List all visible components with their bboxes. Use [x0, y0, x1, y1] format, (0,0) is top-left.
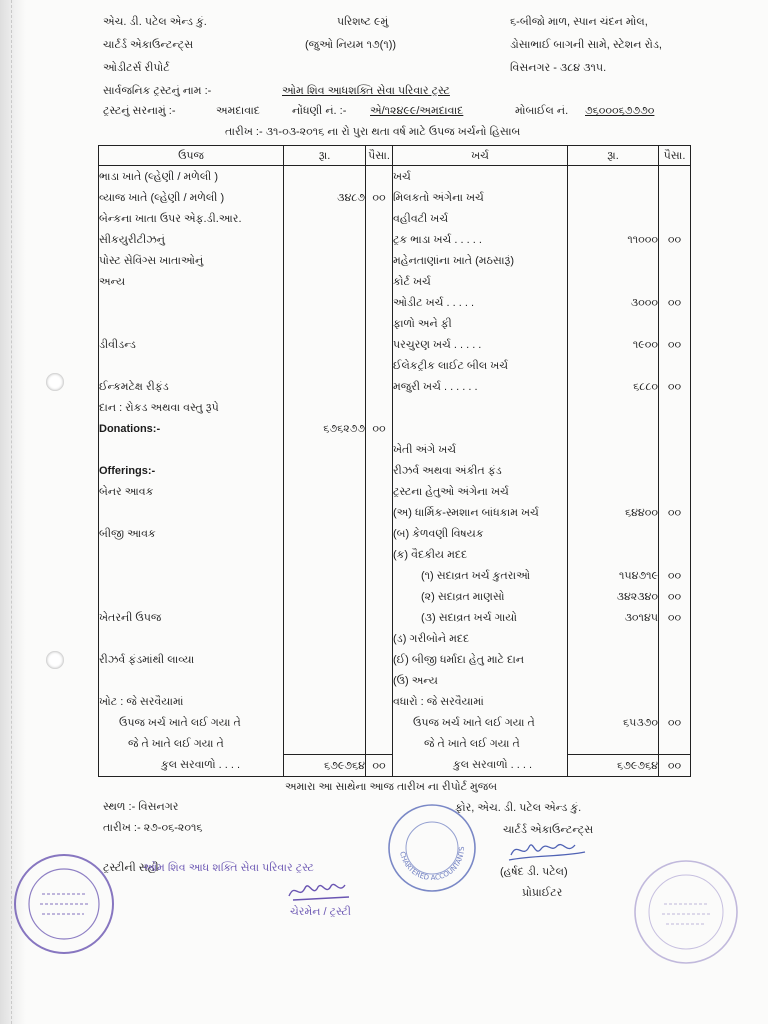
income-cell	[99, 355, 284, 376]
table-header-row	[99, 146, 691, 166]
income-paise	[366, 733, 393, 755]
expense-cell: પરચુરણ ખર્ચ . . . . .	[393, 334, 568, 355]
ca-seal-text: CHARTERED ACCOUNTANTS	[398, 846, 467, 883]
ca-seal-lettering	[398, 846, 466, 882]
trust-seal-inner-ring	[29, 869, 99, 939]
income-rupees	[284, 523, 366, 544]
expense-rupees	[568, 649, 659, 670]
trust-address-label: ટ્રસ્ટનું સરનામું :-	[103, 105, 176, 117]
partner-role: પ્રોપ્રાઈટર	[522, 887, 563, 899]
income-cell: Donations:-	[99, 418, 284, 439]
trust-name-label: સાર્વજનિક ટ્રસ્ટનું નામ :-	[103, 85, 212, 97]
income-total-paise: ૦૦	[366, 755, 393, 777]
income-rupees	[284, 355, 366, 376]
expense-paise	[659, 670, 691, 691]
trustee-signature-stroke	[289, 884, 349, 900]
expense-rupees	[568, 418, 659, 439]
expense-cell: (૩) સદાવ્રત ખર્ચ ગાયો	[393, 607, 568, 628]
schedule-rule: (જુઓ નિયમ ૧૭(૧))	[305, 39, 397, 51]
firm-address-line: વિસનગર - ૩૮૪ ૩૧૫.	[510, 62, 607, 74]
expense-paise: ૦૦	[659, 229, 691, 250]
income-rupees	[284, 229, 366, 250]
income-cell	[99, 313, 284, 334]
expense-paise	[659, 649, 691, 670]
expense-cell: કોર્ટ ખર્ચ	[393, 271, 568, 292]
income-rupees	[284, 397, 366, 418]
income-rupees-header: રૂા.	[284, 146, 366, 166]
table-row	[99, 376, 691, 397]
trustee-signature	[285, 878, 355, 904]
report-note: અમારા આ સાથેના આજ તારીખ ના રીપોર્ટ મુજબ	[285, 781, 498, 793]
income-rupees	[284, 439, 366, 460]
table-row	[99, 670, 691, 691]
expense-cell: (બ) કેળવણી વિષયક	[393, 523, 568, 544]
expense-cell: (ડ) ગરીબોને મદદ	[393, 628, 568, 649]
expense-cell: વધારો : જે સરવૈયામાં	[393, 691, 568, 712]
table-row	[99, 565, 691, 586]
trust-seal-outer-ring	[15, 855, 113, 953]
income-cell: પોસ્ટ સેવિંગ્સ ખાતાઓનું	[99, 250, 284, 271]
income-paise	[366, 628, 393, 649]
expense-rupees	[568, 208, 659, 229]
expense-paise	[659, 481, 691, 502]
income-cell: ડીવીડન્ડ	[99, 334, 284, 355]
income-rupees	[284, 376, 366, 397]
expense-rupees	[568, 250, 659, 271]
table-row	[99, 397, 691, 418]
expense-cell: ઓડીટ ખર્ચ . . . . .	[393, 292, 568, 313]
income-paise	[366, 271, 393, 292]
expense-cell: મહેનતાણાંના ખાતે (મઠસારૂં)	[393, 250, 568, 271]
income-cell	[99, 544, 284, 565]
income-cell	[99, 565, 284, 586]
table-row	[99, 187, 691, 208]
partner-signature-stroke	[509, 845, 585, 860]
trust-seal-text-strokes	[40, 894, 88, 914]
right-seal-text-strokes	[662, 904, 710, 924]
expense-paise	[659, 523, 691, 544]
expense-cell: ટ્રસ્ટના હેતુઓ અંગેના ખર્ચ	[393, 481, 568, 502]
ca-seal	[386, 802, 478, 894]
income-cell: ભાડા ખાતે (લ્હેણી / મળેલી )	[99, 166, 284, 188]
mobile-number: ૭૬૦૦૦૬૭૭૭૦	[585, 105, 655, 117]
income-paise	[366, 712, 393, 733]
income-paise	[366, 523, 393, 544]
income-cell	[99, 292, 284, 313]
expense-paise	[659, 628, 691, 649]
expense-total-label: કુલ સરવાળો . . . .	[393, 755, 568, 777]
firm-designation-footer: ચાર્ટર્ડ એકાઉન્ટન્ટ્સ	[503, 824, 594, 836]
income-cell	[99, 439, 284, 460]
table-row	[99, 712, 691, 733]
expense-paise-header: પૈસા.	[659, 146, 691, 166]
income-paise	[366, 670, 393, 691]
income-cell: ઉપજ ખર્ચ ખાતે લઈ ગયા તે	[99, 712, 284, 733]
income-cell: રીઝર્વ ફંડમાંથી લાવ્યા	[99, 649, 284, 670]
income-rupees	[284, 460, 366, 481]
income-cell: ખેતરની ઉપજ	[99, 607, 284, 628]
income-total-label: કુલ સરવાળો . . . .	[99, 755, 284, 777]
expense-paise	[659, 397, 691, 418]
table-row	[99, 229, 691, 250]
report-date: તારીખ :- ૨૭-૦૬-૨૦૧૬	[103, 822, 203, 834]
expense-cell: વહીવટી ખર્ચ	[393, 208, 568, 229]
table-row	[99, 208, 691, 229]
expense-rupees	[568, 460, 659, 481]
expense-rupees: ૬૫૩૭૦	[568, 712, 659, 733]
expense-cell: ખેતી અંગે ખર્ચ	[393, 439, 568, 460]
expense-cell: જે તે ખાતે લઈ ગયા તે	[393, 733, 568, 755]
trustee-signature-label: ટ્રસ્ટીની સહી	[103, 862, 159, 874]
punch-hole	[46, 373, 64, 391]
expense-rupees	[568, 439, 659, 460]
expense-rupees	[568, 691, 659, 712]
table-row	[99, 544, 691, 565]
mobile-label: મોબાઈલ નં.	[515, 105, 569, 117]
income-rupees	[284, 208, 366, 229]
expense-paise	[659, 355, 691, 376]
expense-paise: ૦૦	[659, 607, 691, 628]
expense-paise	[659, 271, 691, 292]
auditors-report-label: ઓડીટર્સ રીપોર્ટ	[103, 62, 170, 74]
expense-paise	[659, 439, 691, 460]
income-paise	[366, 166, 393, 188]
expense-cell: રીઝર્વ અથવા અંકીત ફંડ	[393, 460, 568, 481]
income-cell: અન્ય	[99, 271, 284, 292]
expense-rupees	[568, 166, 659, 188]
income-paise	[366, 607, 393, 628]
income-cell: બીજી આવક	[99, 523, 284, 544]
punch-hole	[46, 651, 64, 669]
income-rupees	[284, 502, 366, 523]
income-paise	[366, 208, 393, 229]
trust-seal	[12, 852, 116, 956]
income-cell: ખોટ : જે સરવૈયામાં	[99, 691, 284, 712]
expense-rupees: ૩૪૨૩૪૦	[568, 586, 659, 607]
expense-rupees	[568, 397, 659, 418]
firm-address-line: ડોસાભાઈ બાગની સામે, સ્ટેશન રોડ,	[510, 39, 662, 51]
expense-rupees	[568, 187, 659, 208]
income-paise	[366, 544, 393, 565]
expense-cell: ફાળો અને ફી	[393, 313, 568, 334]
income-rupees	[284, 271, 366, 292]
table-row	[99, 460, 691, 481]
trust-name: ઓમ શિવ આધશક્તિ સેવા પરિવાર ટ્રસ્ટ	[282, 85, 450, 97]
registration-label: નોંધણી નં. :-	[292, 105, 347, 117]
income-rupees	[284, 670, 366, 691]
statement-title: તારીખ :- ૩૧-૦૩-૨૦૧૬ ના રો પુરા થતા વર્ષ માટે ઉપજ ખર્ચનો હિસાબ	[225, 126, 521, 138]
expense-paise	[659, 208, 691, 229]
table-row	[99, 733, 691, 755]
table-row	[99, 502, 691, 523]
expense-cell: ખર્ચ	[393, 166, 568, 188]
income-rupees: ૬૭૬૨૭૭	[284, 418, 366, 439]
income-rupees	[284, 586, 366, 607]
expense-cell: મિલકતો અંગેના ખર્ચ	[393, 187, 568, 208]
expense-paise	[659, 544, 691, 565]
expense-paise	[659, 691, 691, 712]
registration-number: એ/૧૨૪૯૯/અમદાવાદ	[370, 105, 464, 117]
expense-rupees	[568, 733, 659, 755]
income-paise: ૦૦	[366, 418, 393, 439]
ca-seal-inner-ring	[406, 822, 458, 874]
income-paise	[366, 292, 393, 313]
income-paise	[366, 691, 393, 712]
income-cell	[99, 670, 284, 691]
income-expenditure-table	[98, 145, 691, 777]
income-cell: સીકયુરીટીઝનું	[99, 229, 284, 250]
expense-cell: (ક) વૈદકીય મદદ	[393, 544, 568, 565]
expense-cell: ટ્રક ભાડા ખર્ચ . . . . .	[393, 229, 568, 250]
expense-rupees: ૧૧૦૦૦	[568, 229, 659, 250]
income-cell: ઈન્કમટેક્ષ રીફંડ	[99, 376, 284, 397]
expense-rupees	[568, 313, 659, 334]
income-rupees	[284, 292, 366, 313]
income-rupees	[284, 250, 366, 271]
for-firm: ફોર, એચ. ડી. પટેલ એન્ડ કું.	[455, 802, 582, 814]
expense-cell: ઉપજ ખર્ચ ખાતે લઈ ગયા તે	[393, 712, 568, 733]
income-cell	[99, 586, 284, 607]
table-row	[99, 355, 691, 376]
expense-cell: (અ) ધાર્મિક-સ્મશાન બાંધકામ ખર્ચ	[393, 502, 568, 523]
income-total-rupees: ૬૭૯૭૬૪	[284, 755, 366, 777]
income-paise	[366, 250, 393, 271]
expense-header: ખર્ચ	[393, 146, 568, 166]
income-rupees	[284, 628, 366, 649]
income-cell	[99, 628, 284, 649]
income-paise	[366, 439, 393, 460]
expense-rupees	[568, 271, 659, 292]
expense-cell	[393, 397, 568, 418]
expense-cell: (૨) સદાવ્રત માણસો	[393, 586, 568, 607]
income-header: ઉપજ	[99, 146, 284, 166]
table-row	[99, 250, 691, 271]
income-cell: બેન્કના ખાતા ઉપર એફ.ડી.આર.	[99, 208, 284, 229]
income-rupees	[284, 712, 366, 733]
expense-rupees	[568, 523, 659, 544]
trust-address: અમદાવાદ	[216, 105, 260, 117]
expense-cell: મજુરી ખર્ચ . . . . . .	[393, 376, 568, 397]
right-seal-outer-ring	[635, 861, 737, 963]
table-row	[99, 439, 691, 460]
income-rupees	[284, 565, 366, 586]
expense-paise	[659, 418, 691, 439]
income-rupees	[284, 733, 366, 755]
income-paise	[366, 502, 393, 523]
income-cell: બેનર આવક	[99, 481, 284, 502]
table-total-row	[99, 755, 691, 777]
expense-paise: ૦૦	[659, 502, 691, 523]
income-paise	[366, 397, 393, 418]
income-paise: ૦૦	[366, 187, 393, 208]
table-row	[99, 418, 691, 439]
firm-designation: ચાર્ટર્ડ એકાઉન્ટન્ટ્સ	[103, 39, 194, 51]
income-paise	[366, 355, 393, 376]
expense-cell: ઈલેકટ્રીક લાઈટ બીલ ખર્ચ	[393, 355, 568, 376]
expense-rupees	[568, 670, 659, 691]
table-row	[99, 292, 691, 313]
expense-rupees	[568, 481, 659, 502]
table-row	[99, 628, 691, 649]
expense-rupees: ૩૦૧૪૫	[568, 607, 659, 628]
income-cell: Offerings:-	[99, 460, 284, 481]
table-row	[99, 481, 691, 502]
table-row	[99, 607, 691, 628]
expense-cell	[393, 418, 568, 439]
expense-paise: ૦૦	[659, 334, 691, 355]
schedule-title: પરિશષ્ટ ૯મું	[337, 16, 389, 28]
partner-name: (હર્ષદ ડી. પટેલ)	[500, 866, 568, 878]
expense-paise: ૦૦	[659, 712, 691, 733]
income-cell: જે તે ખાતે લઈ ગયા તે	[99, 733, 284, 755]
expense-paise: ૦૦	[659, 376, 691, 397]
income-rupees	[284, 166, 366, 188]
expense-paise: ૦૦	[659, 292, 691, 313]
expense-rupees-header: રૂા.	[568, 146, 659, 166]
table-row	[99, 586, 691, 607]
income-rupees	[284, 649, 366, 670]
income-rupees: ૩૪૮૭	[284, 187, 366, 208]
right-seal-inner-ring	[649, 875, 723, 949]
income-paise	[366, 586, 393, 607]
trust-seal-right	[632, 858, 740, 966]
expense-paise: ૦૦	[659, 586, 691, 607]
income-paise	[366, 229, 393, 250]
income-cell: દાન : રોકડ અથવા વસ્તુ રૂપે	[99, 397, 284, 418]
expense-rupees: ૩૦૦૦	[568, 292, 659, 313]
expense-paise	[659, 250, 691, 271]
expense-paise: ૦૦	[659, 565, 691, 586]
expense-cell: (ઈ) બીજી ધર્માદા હેતુ માટે દાન	[393, 649, 568, 670]
income-paise	[366, 313, 393, 334]
income-rupees	[284, 334, 366, 355]
expense-rupees: ૧૫૪૭૧૯	[568, 565, 659, 586]
table-row	[99, 166, 691, 188]
income-rupees	[284, 544, 366, 565]
firm-address-line: ૬-બીજો માળ, સ્પાન ચંદન મોલ,	[510, 16, 648, 28]
income-paise	[366, 460, 393, 481]
place: સ્થળ :- વિસનગર	[103, 801, 179, 813]
income-cell	[99, 502, 284, 523]
expense-paise	[659, 313, 691, 334]
firm-name: એચ. ડી. પટેલ એન્ડ કું.	[103, 16, 207, 28]
expense-rupees	[568, 355, 659, 376]
income-rupees	[284, 607, 366, 628]
expense-total-rupees: ૬૭૯૭૬૪	[568, 755, 659, 777]
income-paise	[366, 481, 393, 502]
income-paise	[366, 565, 393, 586]
partner-signature	[505, 835, 590, 865]
table-row	[99, 649, 691, 670]
expense-total-paise: ૦૦	[659, 755, 691, 777]
expense-paise	[659, 733, 691, 755]
trust-stamp-role: ચેરમેન / ટ્રસ્ટી	[290, 906, 352, 918]
table-row	[99, 313, 691, 334]
expense-rupees	[568, 544, 659, 565]
table-row	[99, 523, 691, 544]
expense-rupees	[568, 628, 659, 649]
income-paise	[366, 334, 393, 355]
table-row	[99, 334, 691, 355]
expense-cell: (૧) સદાવ્રત ખર્ચ કુતરાઓ	[393, 565, 568, 586]
expense-rupees: ૧૯૦૦	[568, 334, 659, 355]
trust-stamp-text: ઓમ શિવ આધ શક્તિ સેવા પરિવાર ટ્રસ્ટ	[143, 862, 314, 874]
expense-rupees: ૬૮૮૦	[568, 376, 659, 397]
expense-paise	[659, 187, 691, 208]
expense-cell: (ઉ) અન્ય	[393, 670, 568, 691]
income-paise-header: પૈસા.	[366, 146, 393, 166]
table-row	[99, 691, 691, 712]
expense-paise	[659, 166, 691, 188]
income-rupees	[284, 313, 366, 334]
expense-rupees: ૬૪૪૦૦	[568, 502, 659, 523]
income-paise	[366, 649, 393, 670]
expense-paise	[659, 460, 691, 481]
income-paise	[366, 376, 393, 397]
income-rupees	[284, 691, 366, 712]
income-rupees	[284, 481, 366, 502]
table-row	[99, 271, 691, 292]
income-cell: વ્યાજ ખાતે (લ્હેણી / મળેલી )	[99, 187, 284, 208]
